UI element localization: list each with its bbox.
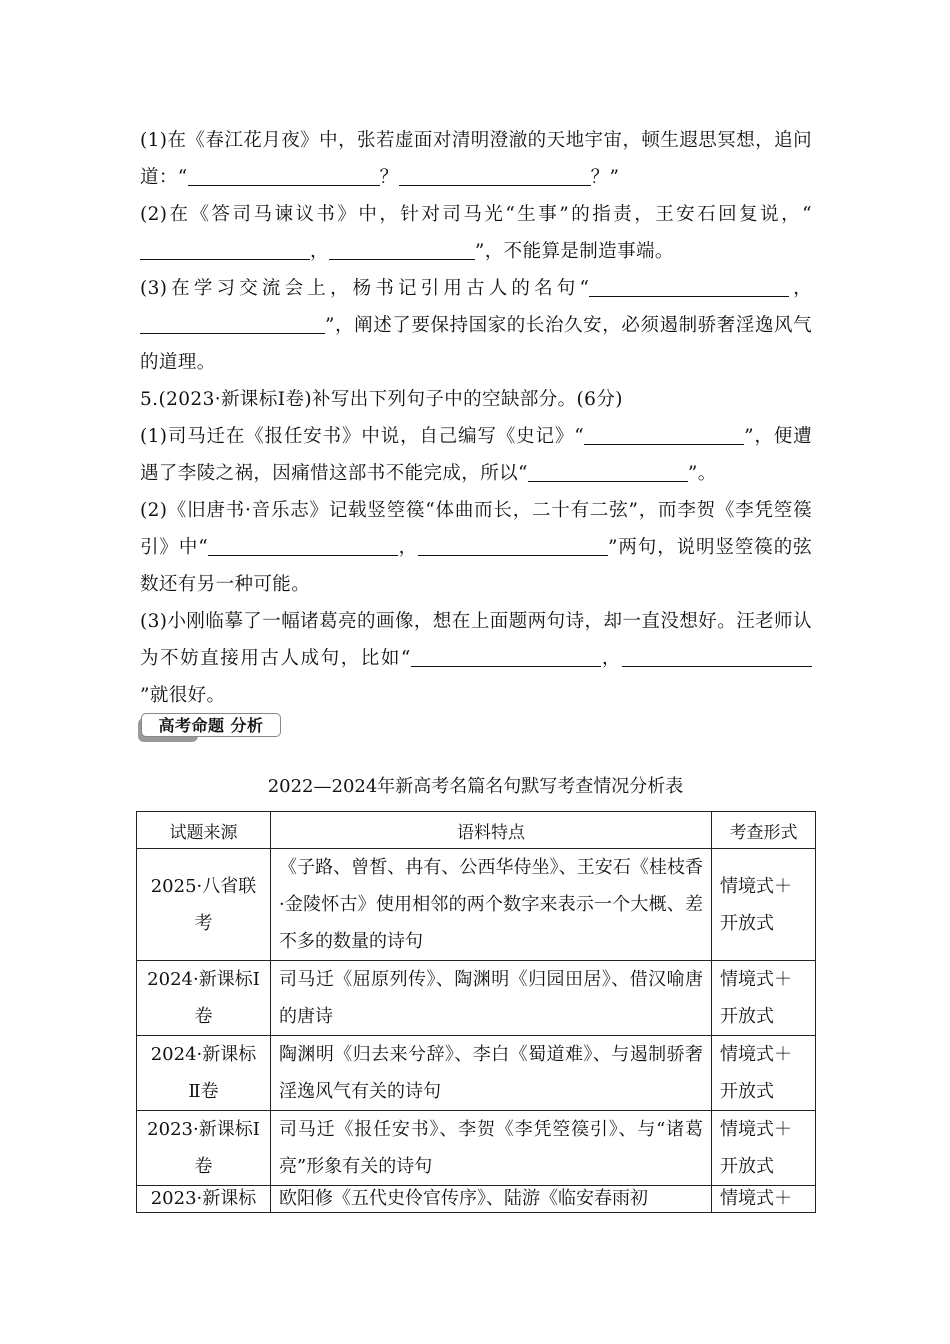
table-title: 2022—2024年新高考名篇名句默写考查情况分析表	[267, 776, 684, 797]
table-row	[137, 849, 816, 961]
q5-item-3-end: ”就很好。	[140, 685, 226, 706]
q5-item-1-mid: ”，便遭遇了李陵之祸，因痛惜这部书不能完成，所以“	[140, 426, 813, 484]
q4-item-1-mid: ？	[379, 167, 399, 188]
q5-item-1	[140, 418, 812, 492]
q4-item-1	[140, 122, 812, 196]
cell-source: 2025·八省联考	[137, 849, 271, 961]
table-row	[137, 1186, 816, 1213]
q5-header	[140, 381, 812, 418]
cell-features: 司马迁《屈原列传》、陶渊明《归园田居》、借汉喻唐的唐诗	[271, 961, 712, 1036]
cell-source: 2023·新课标Ⅰ卷	[137, 1111, 271, 1186]
cell-form: 情境式＋开放式	[712, 1111, 816, 1186]
answer-blank[interactable]	[622, 644, 812, 667]
answer-blank[interactable]	[411, 644, 601, 667]
table-row	[137, 1036, 816, 1111]
q4-item-2	[140, 196, 812, 270]
analysis-table	[136, 811, 816, 1213]
q5-header-text: 5.(2023·新课标Ⅰ卷)补写出下列句子中的空缺部分。(6分)	[140, 389, 623, 410]
q4-item-1-end: ？”	[590, 167, 620, 188]
q5-item-3-text: (3)小刚临摹了一幅诸葛亮的画像，想在上面题两句诗，却一直没想好。汪老师认为不妨直接用古人成句，比如“	[140, 611, 812, 669]
cell-features: 司马迁《报任安书》、李贺《李凭箜篌引》、与“诸葛亮”形象有关的诗句	[271, 1111, 712, 1186]
q4-item-1-text: (1)在《春江花月夜》中，张若虚面对清明澄澈的天地宇宙，顿生遐思冥想，追问道：“	[140, 130, 812, 188]
section-badge	[138, 713, 282, 739]
cell-form: 情境式＋开放式	[712, 961, 816, 1036]
table-row	[137, 961, 816, 1036]
q5-item-2-end: ”两句，说明竖箜篌的弦数还有另一种可能。	[140, 537, 813, 595]
cell-features: 欧阳修《五代史伶官传序》、陆游《临安春雨初	[271, 1186, 712, 1213]
q5-item-2-text: (2)《旧唐书·音乐志》记载竖箜篌“体曲而长，二十有二弦”，而李贺《李凭箜篌引》中“	[140, 500, 812, 558]
q5-item-3-mid: ，	[600, 648, 623, 669]
cell-form: 情境式＋开放式	[712, 849, 816, 961]
answer-blank[interactable]	[140, 237, 310, 260]
q5-item-1-text: (1)司马迁在《报任安书》中说，自己编写《史记》“	[140, 426, 585, 447]
q5-item-1-end: ”。	[687, 463, 717, 484]
answer-blank[interactable]	[140, 311, 325, 334]
column-header-features: 语料特点	[271, 812, 712, 849]
q5-item-2-mid: ，	[398, 537, 419, 558]
q4-item-2-end: ”，不能算是制造事端。	[474, 241, 674, 262]
answer-blank[interactable]	[329, 237, 475, 260]
column-header-form: 考查形式	[712, 812, 816, 849]
cell-source: 2023·新课标	[137, 1186, 271, 1213]
badge-label: 高考命题 分析	[141, 713, 281, 737]
q4-item-3-end: ”，阐述了要保持国家的长治久安，必须遏制骄奢淫逸风气的道理。	[140, 315, 812, 373]
answer-blank[interactable]	[208, 533, 398, 556]
column-header-source: 试题来源	[137, 812, 271, 849]
cell-form: 情境式＋	[712, 1186, 816, 1213]
answer-blank[interactable]	[399, 163, 591, 186]
answer-blank[interactable]	[584, 422, 744, 445]
cell-features: 陶渊明《归去来兮辞》、李白《蜀道难》、与遏制骄奢淫逸风气有关的诗句	[271, 1036, 712, 1111]
cell-features: 《子路、曾皙、冉有、公西华侍坐》、王安石《桂枝香·金陵怀古》使用相邻的两个数字来表示一个大概、差不多的数量的诗句	[271, 849, 712, 961]
table-row	[137, 1111, 816, 1186]
cell-source: 2024·新课标Ⅰ卷	[137, 961, 271, 1036]
table-header-row	[137, 812, 816, 849]
answer-blank[interactable]	[528, 459, 688, 482]
cell-form: 情境式＋开放式	[712, 1036, 816, 1111]
answer-blank[interactable]	[589, 274, 789, 297]
q4-item-3	[140, 270, 812, 381]
answer-blank[interactable]	[188, 163, 380, 186]
cell-source: 2024·新课标Ⅱ卷	[137, 1036, 271, 1111]
q4-item-3-text: (3)在学习交流会上，杨书记引用古人的名句“	[140, 278, 590, 299]
answer-blank[interactable]	[418, 533, 608, 556]
q5-item-2	[140, 492, 812, 603]
q5-item-3	[140, 603, 812, 714]
q4-item-3-mid: ，	[789, 278, 812, 299]
q4-item-2-text: (2)在《答司马谏议书》中，针对司马光“生事”的指责，王安石回复说，“	[140, 204, 812, 225]
q4-item-2-mid: ，	[310, 241, 329, 262]
